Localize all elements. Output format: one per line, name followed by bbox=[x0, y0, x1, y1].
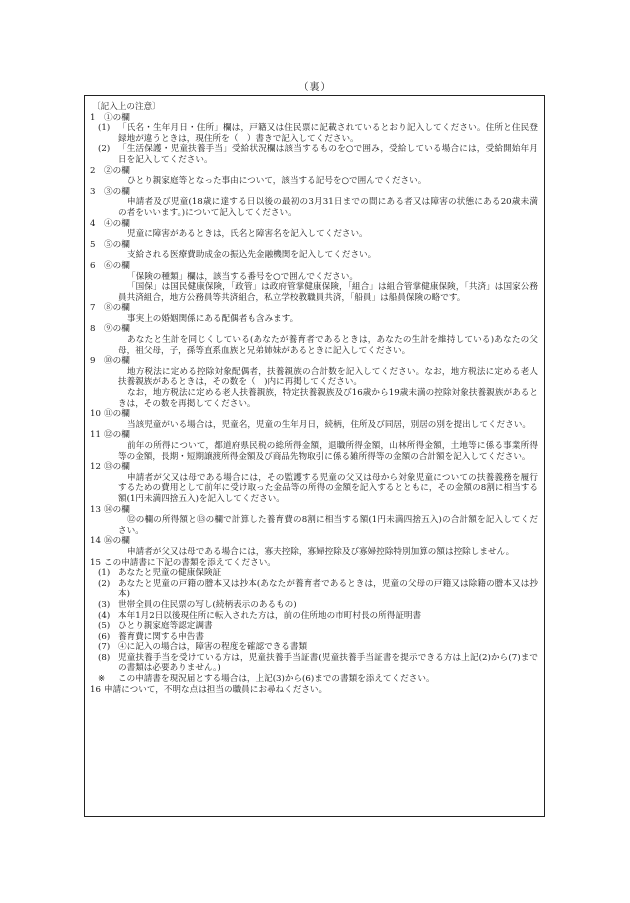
section-body: 地方税法に定める控除対象配偶者，扶養親族の合計数を記入してください。なお，地方税法に定める老人扶養親族があるときは，その数を（ )内に再掲してください。 bbox=[118, 366, 538, 388]
section-16 bbox=[90, 685, 538, 696]
section-number: 7 bbox=[90, 303, 96, 314]
list-item bbox=[90, 653, 538, 674]
section-15 bbox=[90, 558, 538, 569]
section-3 bbox=[90, 187, 538, 198]
section-number: 16 bbox=[90, 684, 101, 695]
section-heading: ①の欄 bbox=[104, 112, 130, 123]
section-heading: この申請書に下記の書類を添えてください。 bbox=[104, 557, 276, 568]
section-body: 申請者が父又は母である場合には，寡夫控除，寡婦控除及び寡婦控除特別加算の額は控除しません。 bbox=[127, 546, 515, 557]
section-heading: 申請について，不明な点は担当の職員にお尋ねください。 bbox=[104, 684, 328, 695]
list-item bbox=[90, 579, 538, 600]
section-body: ひとり親家庭等となった事由について，該当する記号を○で囲んでください。 bbox=[127, 176, 427, 187]
section-heading: ②の欄 bbox=[104, 165, 130, 176]
section-number: 6 bbox=[90, 260, 96, 271]
item-mark: (1) bbox=[98, 568, 111, 579]
item-text: 「氏名・生年月日・住所」欄は，戸籍又は住民票に記載されているとおり記入してください。住所と住民登録地が違うときは，現住所を（ ）書きで記入してください。 bbox=[118, 123, 538, 144]
item-mark: (2) bbox=[98, 144, 111, 155]
section-heading: ⑬の欄 bbox=[104, 462, 130, 473]
section-number: 4 bbox=[90, 218, 96, 229]
section-10 bbox=[90, 409, 538, 420]
section-body: 「保険の種類」欄は，該当する番号を○で囲んでください。 bbox=[127, 271, 358, 282]
item-mark: (4) bbox=[98, 610, 111, 621]
list-item bbox=[90, 568, 538, 579]
item-mark: (5) bbox=[98, 621, 111, 632]
section-heading: ⑯の欄 bbox=[104, 536, 130, 547]
item-mark: (8) bbox=[98, 652, 111, 663]
item-text: ひとり親家庭等認定調書 bbox=[118, 621, 213, 632]
section-number: 8 bbox=[90, 324, 96, 335]
section-number: 15 bbox=[90, 557, 101, 568]
item-text: ④に記入の場合は，障害の程度を確認できる書類 bbox=[118, 642, 308, 653]
list-item bbox=[90, 144, 538, 165]
notes-title: 〔記入上の注意〕 bbox=[92, 102, 161, 112]
note-mark: ※ bbox=[98, 674, 106, 685]
section-number: 1 bbox=[90, 112, 96, 123]
section-7 bbox=[90, 303, 538, 314]
item-mark: (3) bbox=[98, 599, 111, 610]
section-number: 3 bbox=[90, 186, 96, 197]
list-item bbox=[90, 600, 538, 611]
section-4 bbox=[90, 219, 538, 230]
section-number: 2 bbox=[90, 165, 96, 176]
section-number: 12 bbox=[90, 462, 101, 473]
section-body: なお，地方税法に定める老人扶養親族，特定扶養親族及び16歳から19歳未満の控除対象扶養親族があるときは，その数を再掲してください。 bbox=[118, 388, 538, 409]
section-heading: ⑨の欄 bbox=[104, 324, 130, 335]
section-number: 9 bbox=[90, 356, 96, 367]
item-text: 世帯全員の住民票の写し(続柄表示のあるもの) bbox=[118, 599, 297, 610]
list-item bbox=[90, 621, 538, 632]
section-heading: ⑥の欄 bbox=[104, 260, 130, 271]
section-8 bbox=[90, 324, 538, 335]
section-heading: ⑫の欄 bbox=[104, 430, 130, 441]
section-heading: ⑪の欄 bbox=[104, 409, 130, 420]
list-item bbox=[90, 632, 538, 643]
list-item bbox=[90, 642, 538, 653]
section-body: 前年の所得について，都道府県民税の総所得金額，退職所得金額，山林所得金額，土地等に係る事業所得等の金額，長期・短期譲渡所得金額及び商品先物取引に係る雑所得等の金額の合計額を記入してください。 bbox=[118, 441, 538, 462]
section-body: あなたと生計を同じくしている(あなたが養育者であるときは，あなたの生計を維持している)あなたの父母，祖父母，子，孫等直系血族と兄弟姉妹があるときに記入してください。 bbox=[118, 335, 538, 356]
section-14 bbox=[90, 536, 538, 547]
item-text: 「生活保護・児童扶養手当」受給状況欄は該当するものを○で囲み，受給している場合には，受給開始年月日を記入してください。 bbox=[118, 144, 538, 165]
section-heading: ⑭の欄 bbox=[104, 504, 130, 515]
section-body: 申請者が父又は母である場合には，その監護する児童の父又は母から対象児童についての扶養義務を履行するための費用として前年に受け取った金品等の所得の金額を記入するとともに，その金額の8割に相当する額(1円未満四捨五入)を記入してください。 bbox=[118, 472, 538, 504]
item-text: 本年1月2日以後現住所に転入された方は，前の住所地の市町村長の所得証明書 bbox=[118, 610, 422, 621]
section-6 bbox=[90, 261, 538, 272]
item-text: あなたと児童の戸籍の謄本又は抄本(あなたが養育者であるときは，児童の父母の戸籍又は除籍の謄本又は抄本) bbox=[118, 578, 538, 600]
section-number: 5 bbox=[90, 239, 96, 250]
section-2 bbox=[90, 166, 538, 177]
instructions-box bbox=[84, 95, 545, 817]
section-number: 11 bbox=[90, 430, 101, 441]
section-body: 事実上の婚姻関係にある配偶者も含みます。 bbox=[127, 313, 299, 324]
footnote bbox=[90, 674, 538, 685]
section-body: ⑫の欄の所得額と⑬の欄で計算した養育費の8割に相当する額(1円未満四捨五入)の合計額を記入してください。 bbox=[118, 515, 538, 536]
item-mark: (6) bbox=[98, 631, 111, 642]
item-mark: (2) bbox=[98, 578, 111, 589]
section-heading: ⑤の欄 bbox=[104, 239, 130, 250]
item-text: 児童扶養手当を受けている方は，児童扶養手当証書(児童扶養手当証書を提示できる方は上記(2)から(7)までの書類は必要ありません。) bbox=[118, 652, 538, 674]
section-number: 13 bbox=[90, 504, 101, 515]
section-heading: ④の欄 bbox=[104, 218, 130, 229]
section-number: 10 bbox=[90, 409, 101, 420]
page-side-label: （裏） bbox=[298, 82, 332, 93]
section-body: 児童に障害があるときは，氏名と障害名を記入してください。 bbox=[127, 229, 368, 240]
note-text: この申請書を現況届とする場合は，上記(3)から(6)までの書類を添えてください。 bbox=[118, 674, 435, 685]
item-text: 養育費に関する申告書 bbox=[118, 631, 204, 642]
section-13 bbox=[90, 505, 538, 516]
section-body: 当該児童がいる場合は，児童名，児童の生年月日，続柄，住所及び同居，別居の別を提出してください。 bbox=[127, 419, 531, 430]
item-mark: (7) bbox=[98, 642, 111, 653]
item-mark: (1) bbox=[98, 123, 111, 134]
list-item bbox=[90, 611, 538, 622]
list-item bbox=[90, 123, 538, 144]
section-9 bbox=[90, 356, 538, 367]
item-text: あなたと児童の健康保険証 bbox=[118, 568, 222, 579]
section-heading: ③の欄 bbox=[104, 186, 130, 197]
section-1 bbox=[90, 113, 538, 124]
section-body: 支給される医療費助成金の振込先金融機関を記入してください。 bbox=[127, 250, 377, 261]
section-body: 「国保」は国民健康保険，「政管」は政府管掌健康保険，「組合」は組合管掌健康保険，「共済」は国家公務員共済組合，地方公務員等共済組合，私立学校教職員共済，「船員」は船員保険の略です。 bbox=[118, 282, 538, 303]
section-heading: ⑩の欄 bbox=[104, 356, 130, 367]
section-heading: ⑧の欄 bbox=[104, 303, 130, 314]
section-5 bbox=[90, 240, 538, 251]
section-number: 14 bbox=[90, 536, 101, 547]
section-11 bbox=[90, 430, 538, 441]
section-12 bbox=[90, 462, 538, 473]
section-body: 申請者及び児童(18歳に達する日以後の最初の3月31日までの間にある者又は障害の状態にある20歳未満の者をいいます。)について記入してください。 bbox=[118, 197, 538, 218]
